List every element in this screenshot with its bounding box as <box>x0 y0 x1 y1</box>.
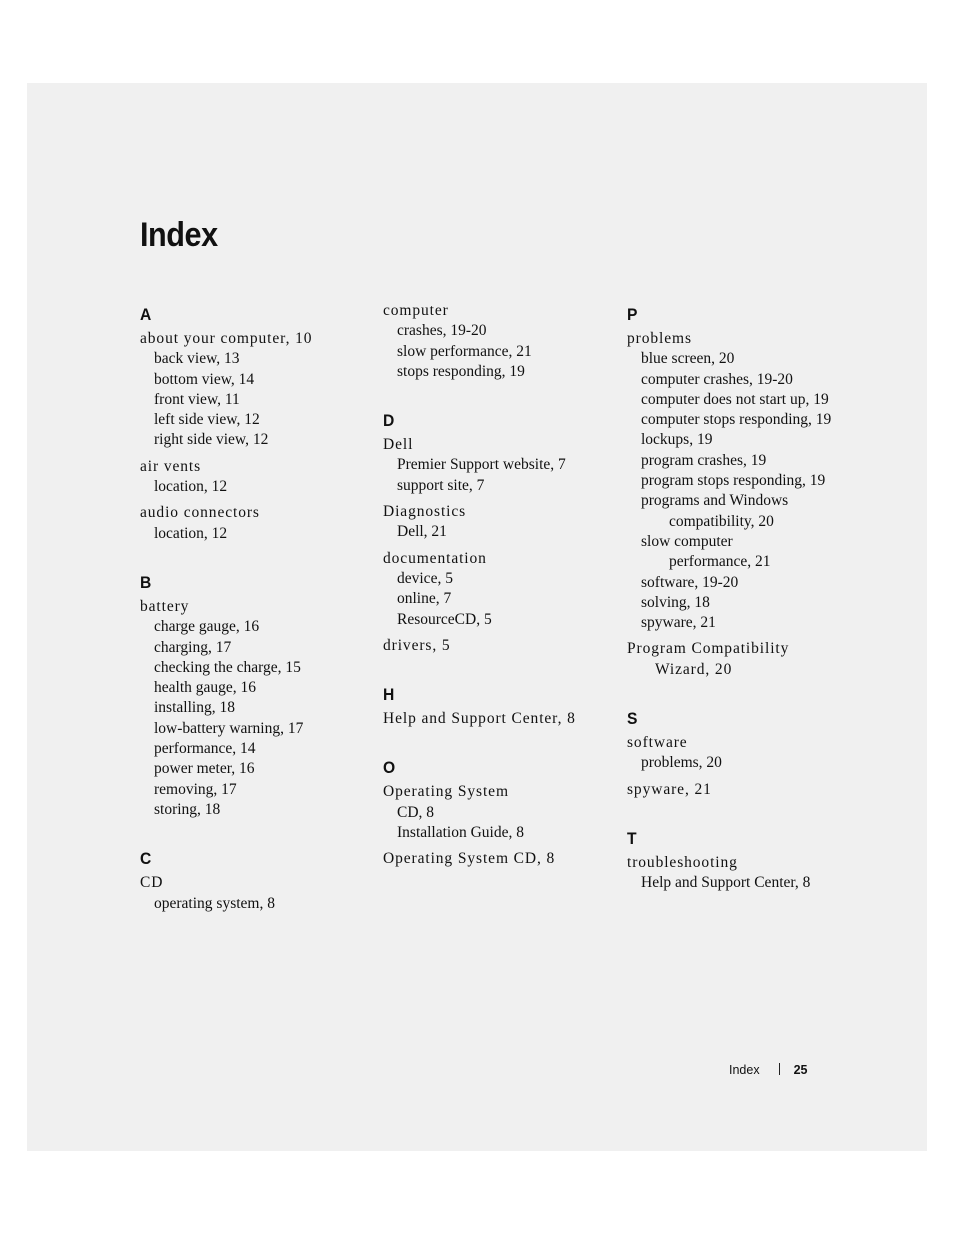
index-section <box>627 825 867 894</box>
index-section <box>140 569 370 820</box>
index-subentry: left side view, 12 <box>154 411 260 429</box>
index-subentry: storing, 18 <box>154 800 221 818</box>
footer-label: Index <box>729 1063 760 1077</box>
index-subentry: program crashes, 19 <box>641 451 767 469</box>
index-subentry: computer stops responding, 19 <box>641 411 832 429</box>
index-column-3 <box>627 301 867 900</box>
index-entry <box>140 597 370 820</box>
page-footer <box>729 1060 808 1080</box>
index-entry <box>627 780 867 800</box>
index-entry <box>140 329 370 451</box>
index-section <box>627 705 867 800</box>
index-subentry: problems, 20 <box>641 754 722 772</box>
index-subentry: ResourceCD, 5 <box>397 610 492 628</box>
index-subentry: health gauge, 16 <box>154 679 257 697</box>
index-entry <box>627 733 867 774</box>
index-term: troubleshooting <box>627 853 738 871</box>
page-number: 25 <box>793 1063 808 1077</box>
index-subentry: charge gauge, 16 <box>154 618 260 636</box>
footer-divider <box>779 1063 780 1075</box>
index-term <box>627 639 867 680</box>
index-term: Diagnostics <box>383 503 467 521</box>
index-subentry: support site, 7 <box>397 476 485 494</box>
index-subentry: Help and Support Center, 8 <box>641 874 811 892</box>
index-subentry: removing, 17 <box>154 780 237 798</box>
index-entry <box>383 636 613 656</box>
index-term: Operating System <box>383 783 509 801</box>
index-term: battery <box>140 597 190 615</box>
section-letter: D <box>383 411 395 431</box>
index-subentry: Premier Support website, 7 <box>397 456 566 474</box>
index-entry <box>383 549 613 630</box>
index-entry <box>383 435 613 496</box>
index-subentry <box>627 532 867 573</box>
section-letter: S <box>627 709 638 729</box>
index-subentry: program stops responding, 19 <box>641 472 826 490</box>
index-subentry: back view, 13 <box>154 350 240 368</box>
index-subentry: software, 19-20 <box>641 573 739 591</box>
index-term-part: Program Compatibility <box>627 640 790 658</box>
section-letter: B <box>140 572 152 592</box>
section-letter: O <box>383 758 396 778</box>
section-letter: A <box>140 305 152 324</box>
index-entry <box>140 457 370 498</box>
index-section <box>140 845 370 914</box>
index-entry <box>383 301 613 382</box>
index-subentry: spyware, 21 <box>641 614 716 632</box>
index-column-1 <box>140 301 370 920</box>
index-subentry: online, 7 <box>397 590 452 608</box>
index-subentry <box>627 491 867 532</box>
index-subentry: Installation Guide, 8 <box>397 824 524 842</box>
index-entry <box>383 709 613 729</box>
index-term-part: Wizard, 20 <box>655 660 733 678</box>
index-subentry: checking the charge, 15 <box>154 658 301 676</box>
index-subentry: computer does not start up, 19 <box>641 390 829 408</box>
index-subentry: slow performance, 21 <box>397 342 532 360</box>
index-subentry: Dell, 21 <box>397 523 447 541</box>
page-title: Index <box>140 216 218 254</box>
index-term: problems <box>627 330 692 347</box>
section-letter: T <box>627 828 637 848</box>
index-term: spyware, 21 <box>627 780 712 798</box>
index-subentry: CD, 8 <box>397 803 435 821</box>
index-subentry-part: performance, 21 <box>669 553 771 571</box>
index-section <box>383 754 613 869</box>
index-entry <box>383 849 613 869</box>
index-section <box>383 681 613 729</box>
index-subentry: location, 12 <box>154 524 228 542</box>
index-subentry: right side view, 12 <box>154 431 269 449</box>
index-term: CD <box>140 874 164 892</box>
index-entry <box>140 873 370 914</box>
index-subentry: solving, 18 <box>641 593 710 611</box>
index-subentry: power meter, 16 <box>154 760 255 778</box>
index-section <box>627 301 867 680</box>
index-subentry: stops responding, 19 <box>397 362 525 380</box>
section-letter: C <box>140 849 152 869</box>
index-entry <box>627 853 867 894</box>
index-term: drivers, 5 <box>383 636 451 654</box>
index-section <box>140 301 370 544</box>
index-term: Help and Support Center, 8 <box>383 710 576 728</box>
index-entry <box>383 502 613 543</box>
section-letter: H <box>383 685 395 705</box>
index-entry <box>140 503 370 544</box>
index-subentry: bottom view, 14 <box>154 370 255 388</box>
index-subentry-part: slow computer <box>641 532 733 550</box>
section-letter: P <box>627 305 638 324</box>
index-subentry: installing, 18 <box>154 699 235 717</box>
index-subentry: performance, 14 <box>154 740 256 758</box>
index-section <box>383 301 613 382</box>
index-term: air vents <box>140 457 202 475</box>
index-entry <box>383 782 613 843</box>
index-subentry: low-battery warning, 17 <box>154 719 304 737</box>
index-subentry-part: compatibility, 20 <box>669 512 774 530</box>
index-term: Operating System CD, 8 <box>383 850 556 868</box>
index-term: computer <box>383 302 449 319</box>
index-term: audio connectors <box>140 504 260 522</box>
index-subentry: device, 5 <box>397 569 453 587</box>
index-term: software <box>627 734 688 752</box>
index-subentry: crashes, 19-20 <box>397 322 487 340</box>
index-subentry: front view, 11 <box>154 390 240 408</box>
index-term: about your computer, 10 <box>140 330 313 347</box>
index-section <box>383 407 613 656</box>
index-subentry: lockups, 19 <box>641 431 713 449</box>
index-subentry: blue screen, 20 <box>641 350 735 368</box>
index-subentry: charging, 17 <box>154 638 232 656</box>
index-entry <box>627 639 867 680</box>
index-term: documentation <box>383 549 487 567</box>
index-subentry: location, 12 <box>154 478 228 496</box>
index-subentry-part: programs and Windows <box>641 492 789 510</box>
index-entry <box>627 329 867 633</box>
index-subentry: operating system, 8 <box>154 894 275 912</box>
index-subentry: computer crashes, 19-20 <box>641 370 793 388</box>
index-term: Dell <box>383 436 414 454</box>
index-column-2 <box>383 301 613 876</box>
